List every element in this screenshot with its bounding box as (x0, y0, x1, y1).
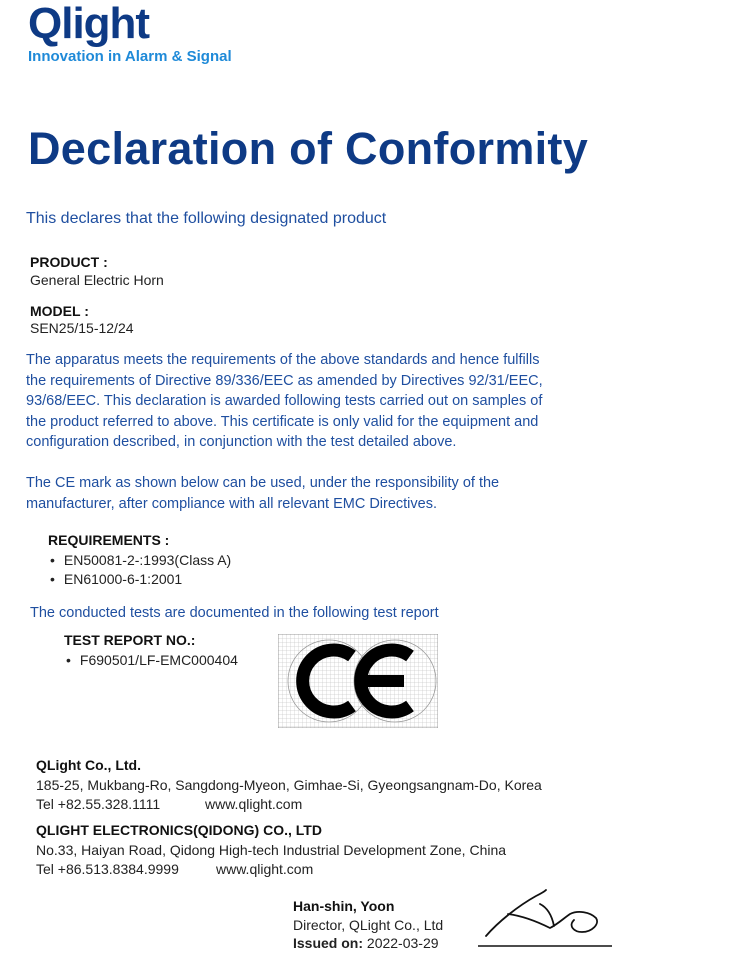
test-report-item: • F690501/LF-EMC000404 (64, 651, 238, 670)
signature (478, 884, 614, 954)
issued-date: 2022-03-29 (366, 935, 439, 951)
product-value: General Electric Horn (30, 272, 164, 288)
document-title: Declaration of Conformity (28, 123, 589, 174)
company2-address: No.33, Haiyan Road, Qidong High-tech Industrial Development Zone, China (36, 842, 507, 858)
paragraph-line: 93/68/EEC. This declaration is awarded following tests carried out on samples of (26, 393, 543, 409)
company1-web: www.qlight.com (205, 796, 303, 812)
model-label: MODEL : (30, 303, 89, 319)
ce-mark-paragraph (26, 473, 636, 514)
paragraph-line: the product referred to above. This certificate is only valid for the equipment and (26, 413, 539, 430)
ce-mark (278, 634, 438, 728)
requirement-item: • EN61000-6-1:2001 (48, 570, 231, 589)
qlight-logo: Qlight (28, 0, 150, 48)
company2-name: QLIGHT ELECTRONICS(QIDONG) CO., LTD (36, 822, 322, 838)
requirement-item: • EN50081-2-:1993(Class A) (48, 551, 231, 570)
issued-label: Issued on: (293, 935, 364, 951)
test-report-list (64, 651, 238, 670)
product-label: PRODUCT : (30, 254, 108, 270)
company1-name: QLight Co., Ltd. (36, 757, 141, 773)
tests-note: The conducted tests are documented in the following test report (30, 605, 439, 621)
company2-web: www.qlight.com (216, 861, 314, 877)
issued-on (293, 935, 439, 951)
paragraph-line: configuration described, in conjunction with the test detailed above. (26, 434, 457, 450)
conformity-paragraph (26, 350, 636, 453)
paragraph-line: manufacturer, after compliance with all relevant EMC Directives. (26, 495, 437, 512)
intro-text: This declares that the following designated product (26, 210, 387, 227)
requirements-label: REQUIREMENTS : (48, 532, 170, 548)
tagline: Innovation in Alarm & Signal (28, 48, 232, 65)
requirements-list (48, 551, 231, 589)
ce-mark-graphic (278, 634, 438, 728)
paragraph-line: The apparatus meets the requirements of the above standards and hence fulfills (26, 352, 540, 368)
signatory-name: Han-shin, Yoon (293, 898, 395, 914)
paragraph-line: The CE mark as shown below can be used, under the responsibility of the (26, 475, 500, 491)
company2-tel: Tel +86.513.8384.9999 (36, 861, 179, 877)
test-report-label: TEST REPORT NO.: (64, 632, 196, 648)
signatory-position: Director, QLight Co., Ltd (293, 917, 444, 933)
company1-tel: Tel +82.55.328.1111 (36, 796, 161, 812)
model-value: SEN25/15-12/24 (30, 320, 134, 336)
company1-address: 185-25, Mukbang-Ro, Sangdong-Myeon, Gimhae-Si, Gyeongsangnam-Do, Korea (36, 777, 542, 793)
paragraph-line: the requirements of Directive 89/336/EEC as amended by Directives 92/31/EEC, (26, 372, 543, 389)
